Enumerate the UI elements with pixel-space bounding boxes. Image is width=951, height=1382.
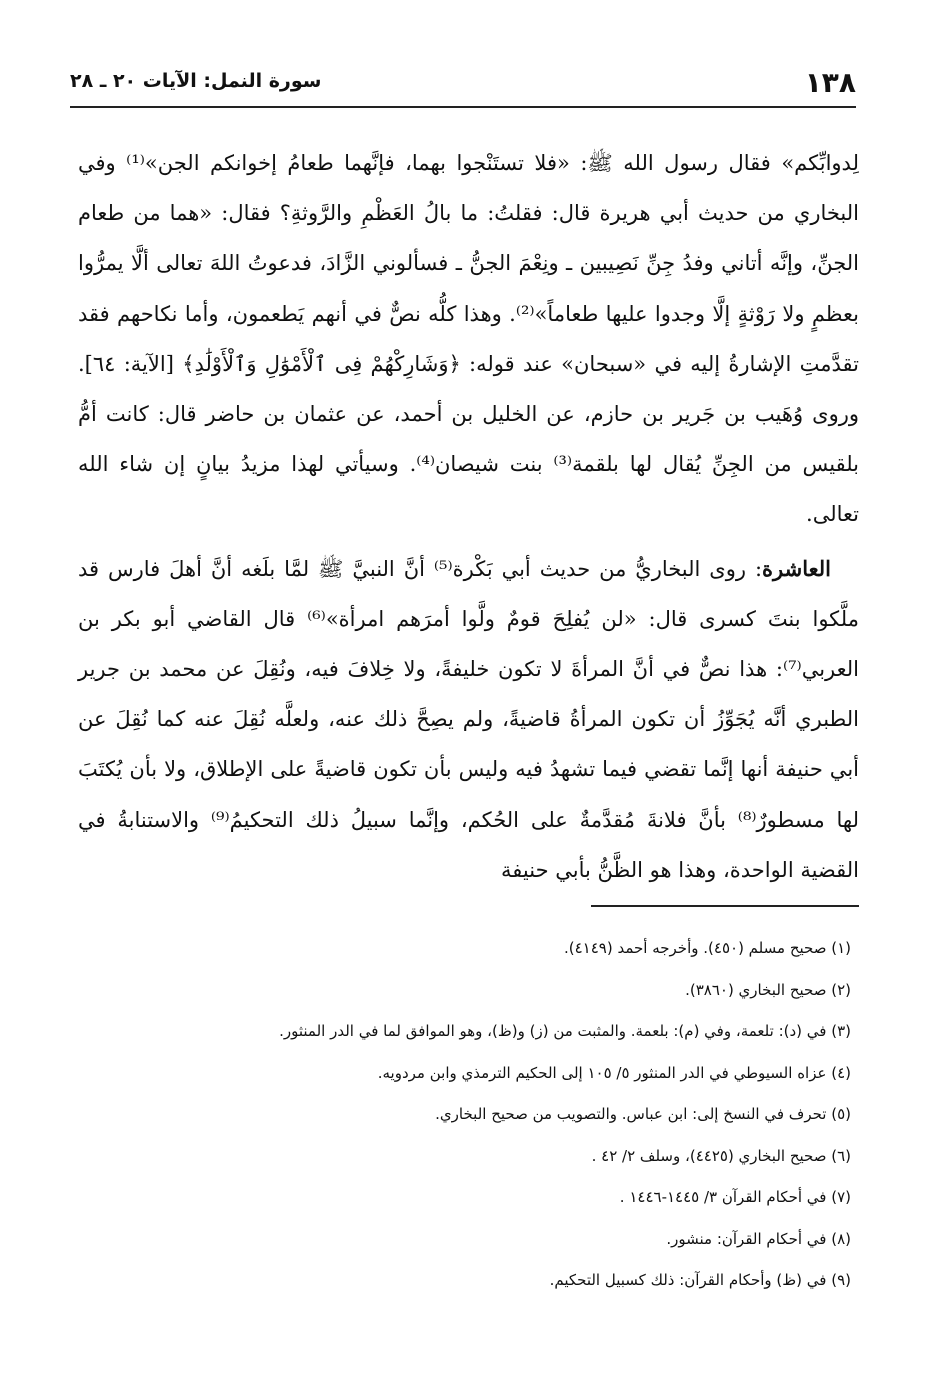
footnote-8: (٨) في أحكام القرآن: منشور. <box>666 1229 851 1248</box>
footnote-1: (١) صحيح مسلم (٤٥٠). وأخرجه أحمد (٤١٤٩). <box>563 939 851 957</box>
paragraph-2-text: : روى البخاريُّ من حديث أبي بَكْرة⁽⁵⁾ أنَّ النبيَّ ﷺ لمَّا بلَغه أنَّ أهلَ فارس قد ملَّكوا بنتَ كسرى قال: «لن يُفلِحَ قومٌ ولَّوا أمرَهم امرأة»⁽⁶⁾ قال القاضي أبو بكر بن العربي⁽⁷⁾: هذا نصٌّ في أنَّ المرأةَ لا تكون خليفةً، ولا خِلافَ فيه، ونُقِلَ عن محمد بن جرير الطبري أنَّه يُجَوِّزُ أن تكون المرأةُ قاضيةً، ولم يصِحَّ ذلك عنه، ولعلَّه نُقِلَ عنه كما نُقِلَ عن أبي حنيفة أنها إنَّما تقضي فيما تشهدُ فيه وليس بأن تكون قاضيةً على الإطلاق، ولا بأن يُكتَبَ لها مسطورٌ⁽⁸⁾ بأنَّ فلانةَ مُقدَّمةٌ على الحُكم، وإنَّما سبيلُ ذلك التحكيمُ⁽⁹⁾ والاستنابةُ في القضية الواحدة، وهذا هو الظَّنُّ بأبي حنيفة <box>78 556 859 882</box>
main-text <box>78 138 859 895</box>
page-number: ١٣٨ <box>804 66 856 99</box>
footnote-7: (٧) في أحكام القرآن ٣/ ١٤٤٥-١٤٤٦ . <box>619 1188 851 1206</box>
section-heading: العاشرة <box>762 555 831 581</box>
footnote-4: (٤) عزاه السيوطي في الدر المنثور ٥/ ١٠٥ إلى الحكيم الترمذي وابن مردويه. <box>377 1063 851 1082</box>
page-header <box>70 62 856 102</box>
footnote-5: (٥) تحرف في النسخ إلى: ابن عباس. والتصويب من صحيح البخاري. <box>435 1105 851 1123</box>
footnote-2: (٢) صحيح البخاري (٣٨٦٠). <box>685 980 851 999</box>
footnote-9: (٩) في (ظ) وأحكام القرآن: ذلك كسبيل التحكيم. <box>549 1271 851 1289</box>
header-rule <box>70 106 856 108</box>
footnote-separator <box>591 905 859 907</box>
paragraph-1: لِدوابِّكم» فقال رسول الله ﷺ: «فلا تستَنْجوا بهما، فإنَّهما طعامُ إخوانكم الجن»⁽¹⁾ وفي البخاري من حديث أبي هريرة قال: فقلتُ: ما بالُ العَظْمِ والرَّوثةِ؟ فقال: «هما من طعام الجنِّ، وإنَّه أتاني وفدُ جِنِّ نَصِيبين ـ ونِعْمَ الجنُّ ـ فسألوني الزَّادَ، فدعوتُ اللهَ تعالى ألَّا يمرُّوا بعظمٍ ولا رَوْثةٍ إلَّا وجدوا عليها طعاماً»⁽²⁾. وهذا كلُّه نصٌّ في أنهم يَطعمون، وأما نكاحهم فقد تقدَّمتِ الإشارةُ إليه في «سبحان» عند قوله: ﴿وَشَارِكْهُمْ فِى ٱلْأَمْوَٰلِ وَٱلْأَوْلَٰدِ﴾ [الآية: ٦٤]. وروى وُهَيب بن جَرير بن حازم، عن الخليل بن أحمد، عن عثمان بن حاضر قال: كانت أمُّ بلقيس من الجِنِّ يُقال لها بلقمة⁽³⁾ بنت شيصان⁽⁴⁾. وسيأتي لهذا مزيدُ بيانٍ إن شاء الله تعالى. <box>78 151 859 527</box>
footnotes <box>90 938 851 1312</box>
footnote-3: (٣) في (د): تلعمة، وفي (م): بلعمة. والمثبت من (ز) و(ظ)، وهو الموافق لما في الدر المنثور. <box>279 1022 851 1040</box>
paragraph-2 <box>78 544 859 895</box>
running-title: سورة النمل: الآيات ٢٠ ـ ٢٨ <box>70 70 322 92</box>
footnote-6: (٦) صحيح البخاري (٤٤٢٥)، وسلف ٢/ ٤٢ . <box>591 1146 851 1165</box>
